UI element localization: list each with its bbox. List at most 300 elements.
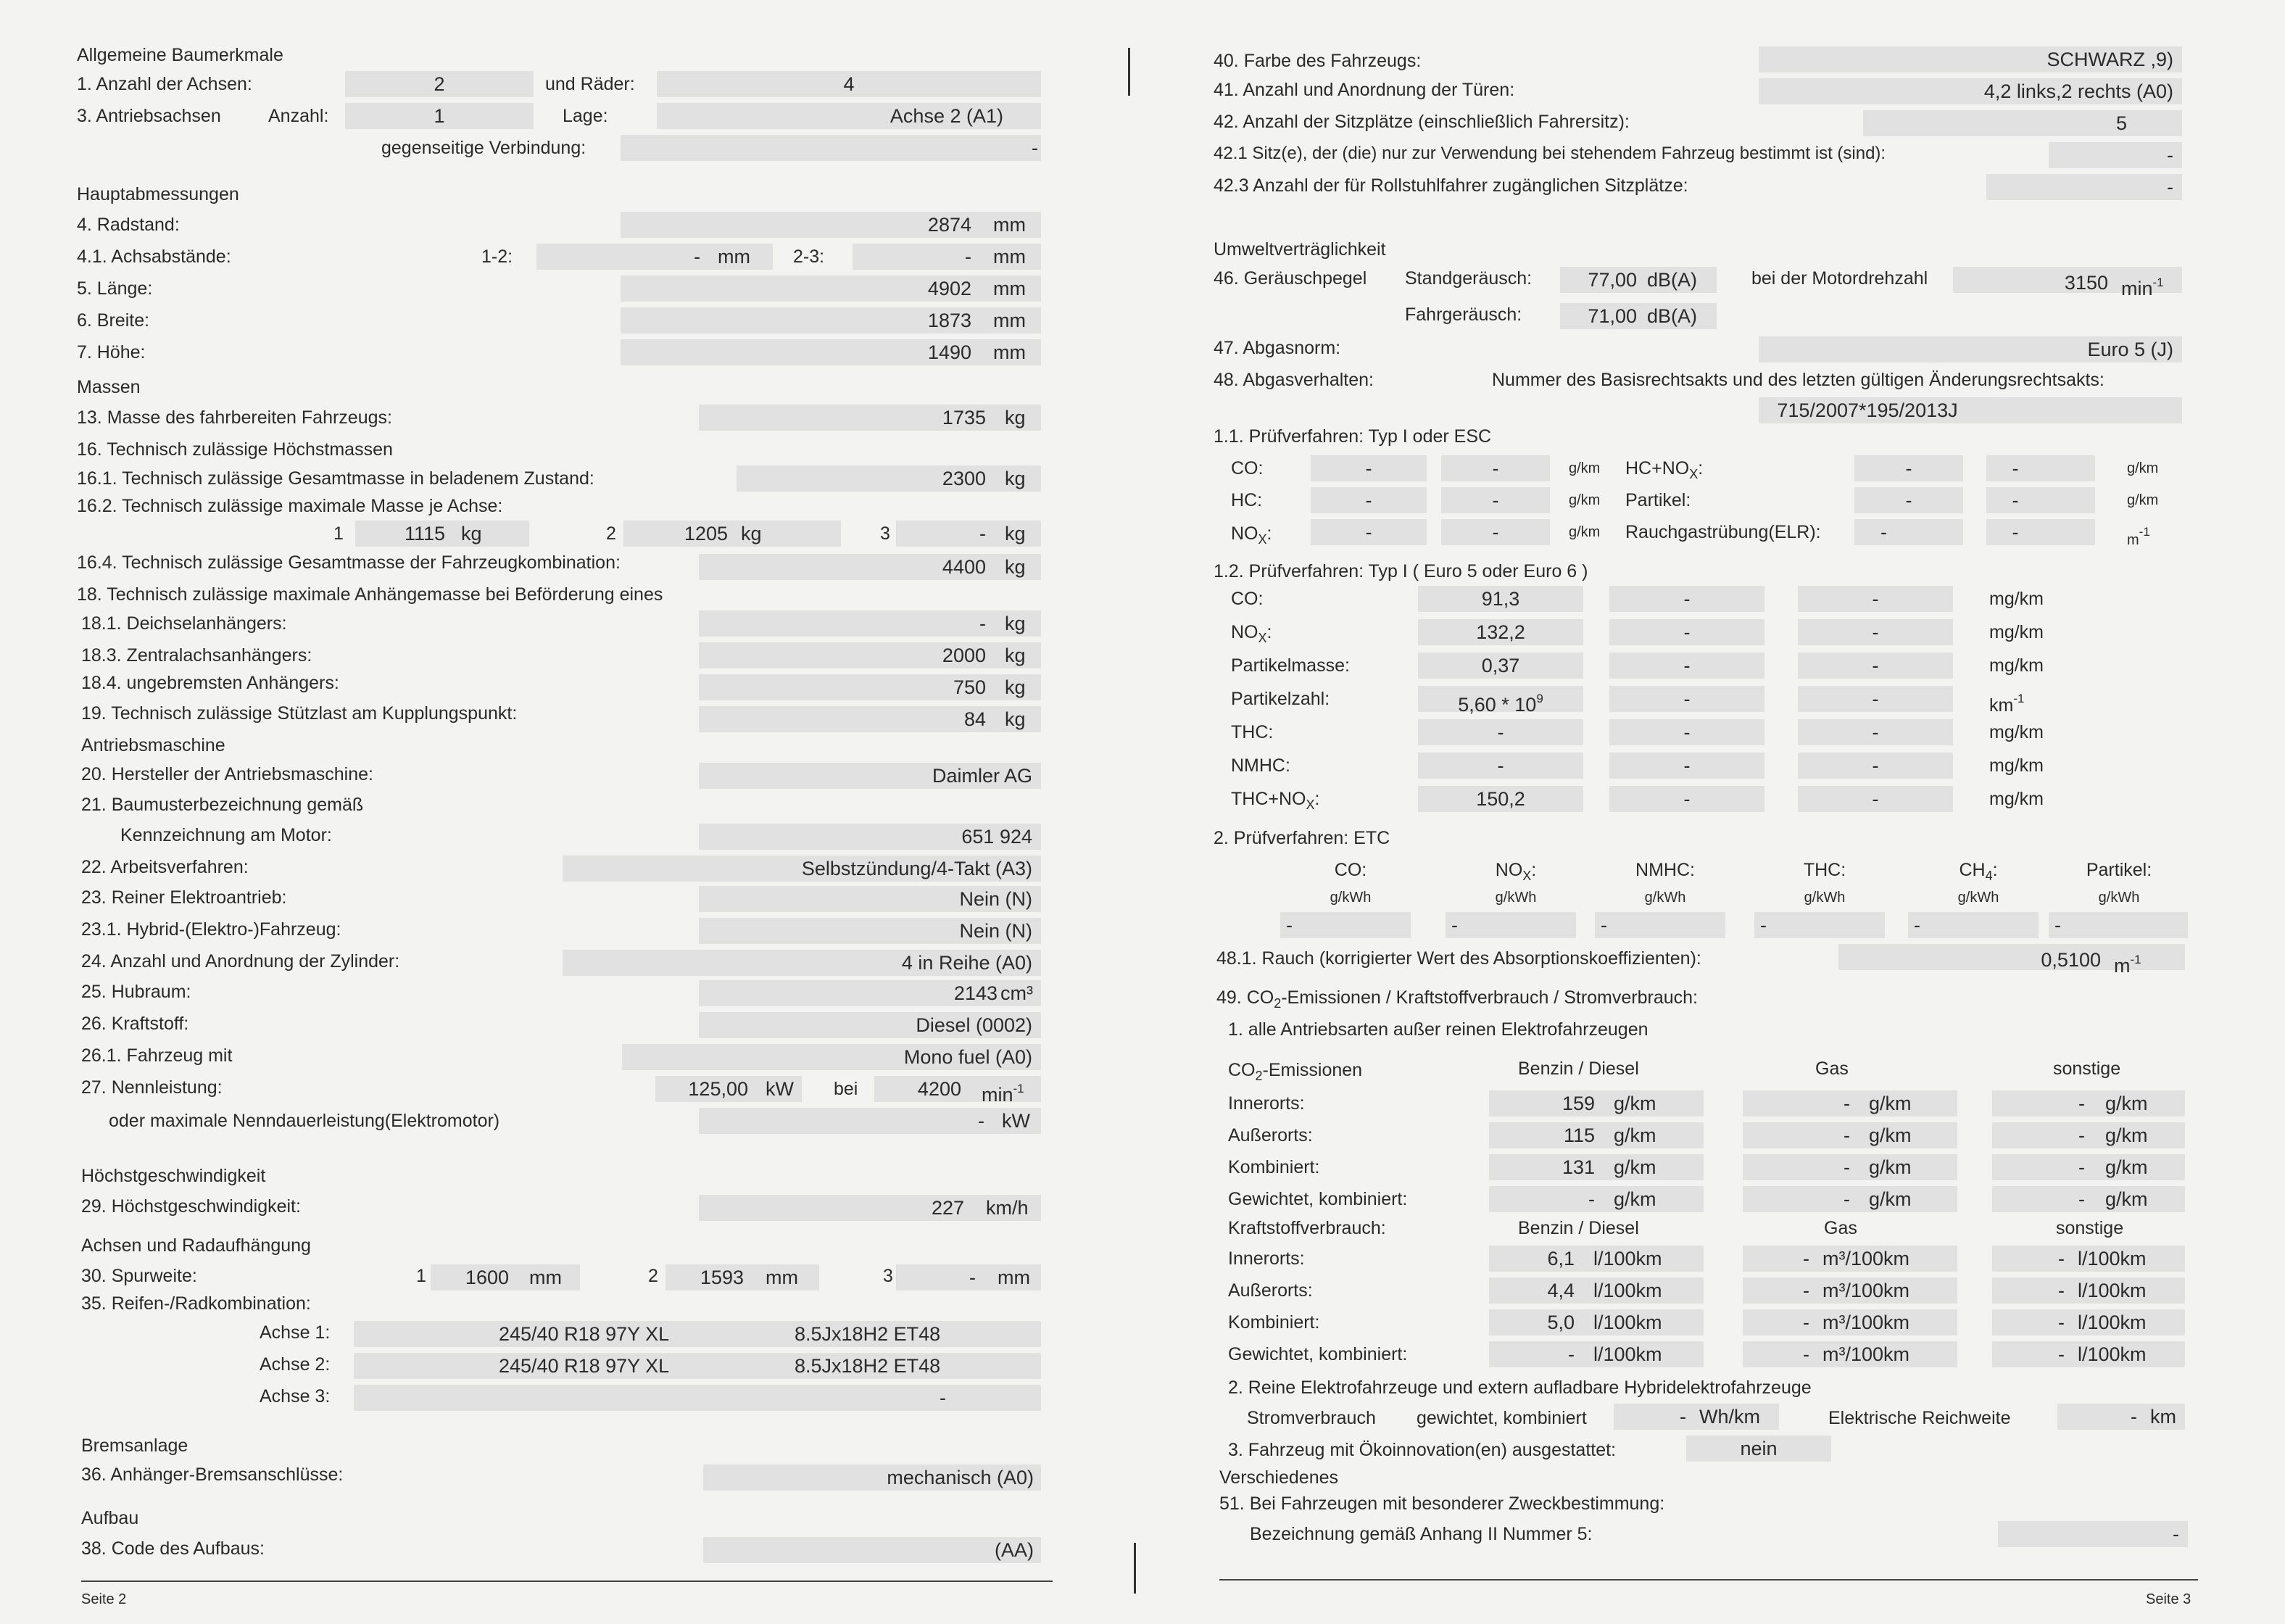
unit: mm	[993, 310, 1026, 331]
unit: g/km	[2105, 1188, 2148, 1210]
field-value: -	[2058, 1248, 2065, 1269]
field-label: gewichtet, kombiniert	[1417, 1408, 1587, 1428]
pollutant-label: $HC+NO_X$:	[1625, 458, 1704, 481]
column-header: CO:	[1334, 860, 1367, 880]
field-label: bei	[834, 1079, 858, 1099]
field-value: Daimler AG	[932, 765, 1032, 787]
field-label: 27. Nennleistung:	[81, 1077, 223, 1098]
field-value: -	[1492, 457, 1499, 479]
field-value: -	[965, 246, 971, 268]
row-label: Gewichtet, kombiniert:	[1228, 1344, 1408, 1364]
field-label: 13. Masse des fahrbereiten Fahrzeugs:	[77, 407, 392, 428]
page-number: Seite 3	[2146, 1591, 2191, 1607]
unit: g/km	[1569, 492, 1601, 508]
field-value: -	[1588, 1188, 1595, 1210]
field-value: Selbstzündung/4-Takt (A3)	[801, 858, 1032, 879]
field-label: 1. Anzahl der Achsen:	[77, 74, 252, 94]
unit: l/100km	[1593, 1312, 1662, 1333]
unit: mm	[993, 246, 1026, 268]
unit: kg	[1005, 523, 1026, 544]
field-value: -	[1880, 521, 1887, 543]
field-value: mechanisch (A0)	[887, 1467, 1034, 1488]
section-heading: Umweltverträglichkeit	[1214, 239, 1386, 260]
field-label: 29. Höchstgeschwindigkeit:	[81, 1196, 301, 1217]
axle-label: Achse 1:	[260, 1322, 331, 1343]
row-label: Kombiniert:	[1228, 1312, 1320, 1333]
field-value: -	[2012, 521, 2019, 543]
field-value: 1	[434, 105, 445, 127]
field-value: -	[2012, 457, 2019, 479]
field-value: 159	[1562, 1093, 1595, 1114]
field-label: Anzahl:	[268, 106, 329, 126]
axle-number: 1	[333, 523, 344, 544]
field-label: 51. Bei Fahrzeugen mit besonderer Zweckbestimmung:	[1219, 1494, 1665, 1514]
column-header: Gas	[1824, 1218, 1857, 1238]
unit: kg	[741, 523, 762, 544]
pollutant-label: Partikelmasse:	[1231, 655, 1350, 676]
unit: mm	[718, 246, 750, 268]
unit: mg/km	[1989, 622, 2044, 642]
field-value: -	[1914, 914, 1920, 936]
section-heading: 1.1. Prüfverfahren: Typ I oder ESC	[1214, 426, 1492, 447]
unit: g/km	[1869, 1188, 1912, 1210]
field-value: -	[2173, 1523, 2179, 1545]
unit: kg	[1005, 556, 1026, 578]
unit: kg	[1005, 407, 1026, 428]
unit: g/km	[2127, 460, 2159, 476]
field-value: -	[1803, 1280, 1809, 1301]
field-label: 18. Technisch zulässige maximale Anhängemasse bei Beförderung eines	[77, 584, 663, 605]
pollutant-label: Partikel:	[1625, 490, 1691, 510]
field-value: -	[1844, 1093, 1850, 1114]
field-value: -	[940, 1387, 946, 1409]
field-label: 16.2. Technisch zulässige maximale Masse je Achse:	[77, 496, 503, 516]
unit: g/kWh	[1330, 890, 1372, 906]
section-heading: 1. alle Antriebsarten außer reinen Elektrofahrzeugen	[1228, 1019, 1649, 1040]
field-label: oder maximale Nenndauerleistung(Elektromotor)	[109, 1111, 500, 1131]
field-value: -	[2054, 914, 2061, 936]
column-header: $CH_4$:	[1959, 860, 1998, 883]
unit: m³/100km	[1822, 1343, 1910, 1365]
column-header: $CO_2$-Emissionen	[1228, 1060, 1363, 1083]
pollutant-label: HC:	[1231, 490, 1263, 510]
field-value: 2874	[927, 214, 971, 236]
field-label: Bezeichnung gemäß Anhang II Nummer 5:	[1250, 1524, 1593, 1544]
field-label: 22. Arbeitsverfahren:	[81, 857, 249, 877]
unit: m³/100km	[1822, 1280, 1910, 1301]
field-value: -	[1760, 914, 1767, 936]
unit: g/km	[1614, 1188, 1656, 1210]
unit: kg	[1005, 613, 1026, 634]
unit: km/h	[986, 1197, 1029, 1219]
field-value: -	[1365, 489, 1372, 511]
section-heading: Allgemeine Baumerkmale	[77, 45, 283, 65]
field-label: Stromverbrauch	[1247, 1408, 1376, 1428]
field-label: 5. Länge:	[77, 278, 153, 299]
page-right	[1138, 0, 2285, 1624]
axle-number: 2	[606, 523, 616, 544]
row-label: Kombiniert:	[1228, 1157, 1320, 1177]
field-value: -	[2058, 1343, 2065, 1365]
unit: g/kWh	[1644, 890, 1686, 906]
pollutant-label: NMHC:	[1231, 755, 1290, 776]
field-value: -	[2078, 1188, 2085, 1210]
field-label: Kennzeichnung am Motor:	[120, 825, 332, 845]
field-value: 0,5100	[2041, 949, 2101, 971]
footer-divider	[81, 1580, 1053, 1582]
field-value: 4,2 links,2 rechts (A0)	[1983, 80, 2173, 102]
unit: l/100km	[2078, 1248, 2147, 1269]
field-label: 3. Antriebsachsen	[77, 106, 221, 126]
field-value: -	[1872, 655, 1879, 676]
field-value: 750	[953, 676, 986, 698]
unit: mg/km	[1989, 655, 2044, 676]
unit: mm	[993, 278, 1026, 299]
unit: g/km	[1569, 460, 1601, 476]
field-value: -	[1872, 621, 1879, 643]
unit: dB(A)	[1647, 305, 1698, 327]
unit: $\min^{-1}$	[2121, 276, 2164, 299]
unit: g/km	[1614, 1093, 1656, 1114]
unit: mg/km	[1989, 789, 2044, 809]
field-value: -	[979, 523, 986, 544]
section-heading: 2. Prüfverfahren: ETC	[1214, 828, 1390, 848]
field-value: -	[2012, 489, 2019, 511]
field-value: -	[1451, 914, 1458, 936]
field-label: 18.4. ungebremsten Anhängers:	[81, 673, 339, 693]
field-value: 2000	[942, 645, 986, 666]
field-label: 42.1 Sitz(e), der (die) nur zur Verwendung bei stehendem Fahrzeug bestimmt ist (sind):	[1214, 144, 1886, 163]
field-value: 4 in Reihe (A0)	[901, 952, 1032, 974]
unit: m³/100km	[1822, 1248, 1910, 1269]
rim-size: 8.5Jx18H2 ET48	[795, 1323, 941, 1345]
field-value: -	[1872, 788, 1879, 810]
field-label: 42. Anzahl der Sitzplätze (einschließlich Fahrersitz):	[1214, 112, 1630, 132]
field-value: 4	[843, 73, 855, 95]
row-label: Außerorts:	[1228, 1280, 1313, 1301]
field-value: -	[1683, 621, 1691, 643]
field-value: 1600	[465, 1267, 509, 1288]
unit: l/100km	[1593, 1248, 1662, 1269]
field-value: 651 924	[961, 826, 1032, 848]
unit: g/km	[1614, 1156, 1656, 1178]
unit: dB(A)	[1647, 269, 1698, 291]
field-label: 18.1. Deichselanhängers:	[81, 613, 287, 634]
section-heading: Achsen und Radaufhängung	[81, 1235, 311, 1256]
field-label: 2-3:	[793, 246, 825, 267]
pollutant-label: Partikelzahl:	[1231, 689, 1330, 709]
field-value: -	[1683, 788, 1691, 810]
page-left	[0, 0, 1116, 1624]
field-label: 46. Geräuschpegel	[1214, 268, 1367, 289]
field-value: -	[1601, 914, 1607, 936]
field-value: 1490	[927, 341, 971, 363]
row-label: Innerorts:	[1228, 1093, 1305, 1114]
field-value: 5,0	[1547, 1312, 1575, 1333]
field-value: 131	[1562, 1156, 1595, 1178]
field-value: -	[2167, 176, 2173, 198]
unit: g/km	[1569, 524, 1601, 540]
field-label: 40. Farbe des Fahrzeugs:	[1214, 51, 1422, 71]
section-heading: Antriebsmaschine	[81, 735, 225, 755]
field-label: gegenseitige Verbindung:	[381, 138, 586, 158]
column-header: sonstige	[2056, 1218, 2124, 1238]
field-value: Nein (N)	[959, 888, 1032, 910]
field-value: -	[1872, 688, 1879, 710]
field-label: 23.1. Hybrid-(Elektro-)Fahrzeug:	[81, 919, 341, 940]
field-label: Standgeräusch:	[1405, 268, 1533, 289]
field-value: 227	[931, 1197, 964, 1219]
field-value: 77,00	[1588, 269, 1637, 291]
field-value: 715/2007*195/2013J	[1777, 399, 1958, 421]
field-label: 16.4. Technisch zulässige Gesamtmasse der Fahrzeugkombination:	[77, 552, 621, 573]
pollutant-label: $NO_X$:	[1231, 622, 1272, 645]
unit: Wh/km	[1699, 1406, 1760, 1428]
axle-number: 3	[880, 523, 890, 544]
field-label: und Räder:	[545, 74, 635, 94]
field-label: 21. Baumusterbezeichnung gemäß	[81, 795, 364, 815]
field-label: 16. Technisch zulässige Höchstmassen	[77, 439, 393, 460]
field-value: Nein (N)	[959, 920, 1032, 942]
section-heading: 2. Reine Elektrofahrzeuge und extern aufladbare Hybridelektrofahrzeuge	[1228, 1378, 1812, 1398]
field-label: 48. Abgasverhalten:	[1214, 370, 1374, 390]
unit: g/kWh	[1957, 890, 1999, 906]
field-value: 0,37	[1481, 655, 1520, 676]
field-label: 48.1. Rauch (korrigierter Wert des Absorptionskoeffizienten):	[1216, 948, 1701, 969]
unit: mm	[998, 1267, 1030, 1288]
field-label: 26. Kraftstoff:	[81, 1014, 189, 1034]
field-value: 2300	[942, 468, 986, 489]
field-value: -	[969, 1267, 976, 1288]
field-label: 36. Anhänger-Bremsanschlüsse:	[81, 1464, 344, 1485]
section-heading: 49. $CO_2$-Emissionen / Kraftstoffverbrauch / Stromverbrauch:	[1216, 987, 1698, 1011]
field-label: 4. Radstand:	[77, 215, 180, 235]
field-label: Nummer des Basisrechtsakts und des letzten gültigen Änderungsrechtsakts:	[1492, 370, 2104, 390]
column-header: sonstige	[2053, 1058, 2121, 1079]
section-heading: 1.2. Prüfverfahren: Typ I ( Euro 5 oder Euro 6 )	[1214, 561, 1588, 581]
section-heading: Hauptabmessungen	[77, 184, 239, 204]
unit: km	[2150, 1406, 2176, 1428]
section-heading: Aufbau	[81, 1508, 139, 1528]
unit: g/kWh	[1495, 890, 1537, 906]
column-header: Partikel:	[2086, 860, 2152, 880]
unit: mm	[993, 214, 1026, 236]
field-label: 24. Anzahl und Anordnung der Zylinder:	[81, 951, 400, 972]
field-value: -	[1497, 755, 1504, 776]
row-label: Innerorts:	[1228, 1248, 1305, 1269]
field-value: -	[978, 1110, 984, 1132]
field-value: 2143	[953, 982, 998, 1004]
field-value: -	[2167, 144, 2173, 166]
field-value: Mono fuel (A0)	[903, 1046, 1032, 1068]
field-value: -	[1032, 137, 1038, 159]
tire-size: 245/40 R18 97Y XL	[499, 1323, 670, 1345]
column-header: NMHC:	[1635, 860, 1695, 880]
field-label: 3. Fahrzeug mit Ökoinnovation(en) ausgestattet:	[1228, 1440, 1617, 1460]
field-value: -	[694, 246, 700, 268]
unit: g/km	[1869, 1093, 1912, 1114]
pollutant-label: $THC+NO_X$:	[1231, 789, 1320, 812]
row-header: Kraftstoffverbrauch:	[1228, 1218, 1386, 1238]
unit: g/km	[1614, 1124, 1656, 1146]
field-value: -	[1683, 655, 1691, 676]
field-label: 26.1. Fahrzeug mit	[81, 1045, 233, 1066]
unit: mg/km	[1989, 589, 2044, 609]
field-value: -	[2078, 1093, 2085, 1114]
field-value: 1115	[404, 523, 445, 544]
unit: mm	[766, 1267, 798, 1288]
field-value: $5,60 * 10^9$	[1458, 692, 1543, 716]
field-value: -	[2058, 1312, 2065, 1333]
unit: kg	[1005, 468, 1026, 489]
pollutant-label: CO:	[1231, 589, 1264, 609]
field-value: -	[1803, 1248, 1809, 1269]
field-value: -	[2078, 1124, 2085, 1146]
field-value: nein	[1740, 1438, 1778, 1459]
field-label: 1-2:	[481, 246, 513, 267]
section-heading: Massen	[77, 377, 141, 397]
fold-mark	[1134, 1543, 1136, 1594]
row-label: Außerorts:	[1228, 1125, 1313, 1146]
field-label: 41. Anzahl und Anordnung der Türen:	[1214, 80, 1515, 100]
field-label: 25. Hubraum:	[81, 982, 191, 1002]
section-heading: Höchstgeschwindigkeit	[81, 1166, 266, 1186]
unit: m³/100km	[1822, 1312, 1910, 1333]
field-label: Elektrische Reichweite	[1828, 1408, 2011, 1428]
unit: kg	[1005, 708, 1026, 730]
unit: mg/km	[1989, 755, 2044, 776]
field-value: -	[2058, 1280, 2065, 1301]
axle-label: Achse 2:	[260, 1354, 331, 1375]
field-label: 7. Höhe:	[77, 342, 146, 362]
column-header: $NO_X$:	[1495, 860, 1537, 883]
unit: g/km	[2105, 1156, 2148, 1178]
unit: g/kWh	[1804, 890, 1846, 906]
unit: mm	[993, 341, 1026, 363]
field-value: -	[1683, 688, 1691, 710]
field-value: -	[2131, 1406, 2137, 1428]
row-label: Gewichtet, kombiniert:	[1228, 1189, 1408, 1209]
field-value: -	[1680, 1406, 1686, 1428]
field-value: -	[1492, 521, 1499, 543]
unit: kg	[1005, 645, 1026, 666]
field-value: 6,1	[1547, 1248, 1575, 1269]
column-header: THC:	[1803, 860, 1846, 880]
axle-number: 3	[883, 1266, 893, 1286]
field-value: 1205	[684, 523, 728, 544]
field-value: -	[1683, 721, 1691, 743]
field-label: 4.1. Achsabstände:	[77, 246, 231, 267]
field-value: 5	[2115, 112, 2127, 134]
field-value: 84	[963, 708, 986, 730]
unit: $m^{-1}$	[2127, 525, 2150, 548]
unit: kW	[766, 1078, 794, 1100]
unit: $\min^{-1}$	[982, 1082, 1024, 1106]
field-value: SCHWARZ ,9)	[2046, 49, 2173, 70]
field-value: 4200	[917, 1078, 961, 1100]
field-value: -	[1568, 1343, 1575, 1365]
field-label: bei der Motordrehzahl	[1751, 268, 1928, 289]
field-value: -	[1872, 755, 1879, 776]
column-header: Benzin / Diesel	[1518, 1218, 1639, 1238]
field-value: Achse 2 (A1)	[889, 105, 1003, 127]
field-value: Diesel (0002)	[916, 1014, 1032, 1036]
tire-size: 245/40 R18 97Y XL	[499, 1355, 670, 1377]
field-label: 19. Technisch zulässige Stützlast am Kupplungspunkt:	[81, 703, 518, 724]
unit: l/100km	[1593, 1343, 1662, 1365]
field-value: -	[1844, 1156, 1850, 1178]
page-number: Seite 2	[81, 1591, 127, 1607]
unit: l/100km	[2078, 1343, 2147, 1365]
pollutant-label: CO:	[1231, 458, 1264, 478]
section-heading: Bremsanlage	[81, 1436, 188, 1456]
unit: g/kWh	[2098, 890, 2140, 906]
unit: l/100km	[2078, 1312, 2147, 1333]
field-value: 115	[1563, 1124, 1595, 1146]
field-value: (AA)	[995, 1539, 1034, 1561]
field-value: -	[2078, 1156, 2085, 1178]
field-value: -	[1683, 755, 1691, 776]
unit: mg/km	[1989, 722, 2044, 742]
field-value: -	[1492, 489, 1499, 511]
section-heading: Verschiedenes	[1219, 1467, 1339, 1488]
field-value: -	[1497, 721, 1504, 743]
field-value: 4,4	[1547, 1280, 1575, 1301]
field-label: 30. Spurweite:	[81, 1266, 197, 1286]
unit: l/100km	[1593, 1280, 1662, 1301]
field-value: 1593	[700, 1267, 744, 1288]
field-value: -	[1905, 457, 1912, 479]
footer-divider	[1219, 1579, 2198, 1580]
unit: kW	[1002, 1110, 1030, 1132]
field-label: 47. Abgasnorm:	[1214, 338, 1341, 358]
rim-size: 8.5Jx18H2 ET48	[795, 1355, 941, 1377]
field-label: 16.1. Technisch zulässige Gesamtmasse in beladenem Zustand:	[77, 468, 594, 489]
field-label: 23. Reiner Elektroantrieb:	[81, 887, 287, 908]
field-label: 20. Hersteller der Antriebsmaschine:	[81, 764, 373, 784]
field-value: -	[1803, 1312, 1809, 1333]
field-label: 6. Breite:	[77, 310, 150, 331]
unit: l/100km	[2078, 1280, 2147, 1301]
unit: $m^{-1}$	[2114, 953, 2141, 977]
field-label: 18.3. Zentralachsanhängers:	[81, 645, 312, 666]
field-value: 4400	[942, 556, 986, 578]
field-value: -	[1803, 1343, 1809, 1365]
field-value: Euro 5 (J)	[2087, 339, 2173, 360]
field-label: Fahrgeräusch:	[1405, 304, 1522, 325]
unit: g/km	[2105, 1124, 2148, 1146]
pollutant-label: $NO_X$:	[1231, 523, 1272, 547]
field-value: 150,2	[1476, 788, 1525, 810]
field-value: -	[1844, 1124, 1850, 1146]
axle-number: 1	[416, 1266, 426, 1286]
field-label: 38. Code des Aufbaus:	[81, 1538, 265, 1559]
pollutant-label: Rauchgastrübung(ELR):	[1625, 522, 1821, 542]
unit: g/km	[2105, 1093, 2148, 1114]
axle-label: Achse 3:	[260, 1386, 331, 1406]
field-label: 42.3 Anzahl der für Rollstuhlfahrer zugänglichen Sitzplätze:	[1214, 175, 1688, 196]
unit: cm³	[1000, 982, 1033, 1004]
fold-mark	[1128, 48, 1130, 96]
unit: $km^{-1}$	[1989, 692, 2025, 716]
field-value: -	[1365, 457, 1372, 479]
field-value: 132,2	[1476, 621, 1525, 643]
field-value: -	[1905, 489, 1912, 511]
field-value: 3150	[2064, 272, 2108, 294]
field-value: 1735	[942, 407, 986, 428]
field-value: 4902	[927, 278, 971, 299]
column-header: Gas	[1815, 1058, 1849, 1079]
